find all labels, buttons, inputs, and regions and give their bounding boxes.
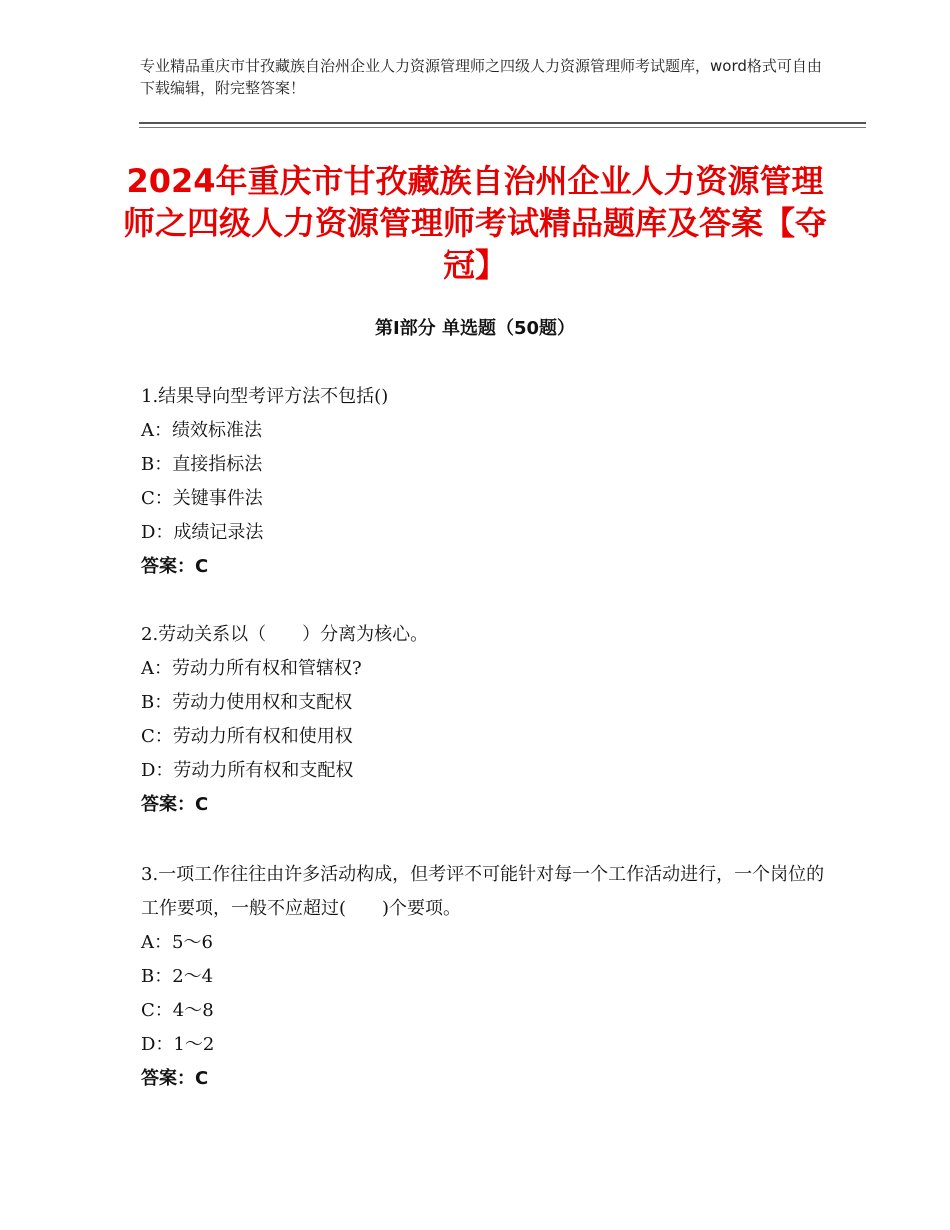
option-a: A：劳动力所有权和管辖权?: [141, 658, 362, 679]
option-b: B：直接指标法: [141, 454, 263, 475]
option-a: A：5～6: [141, 932, 213, 953]
section-heading: 第Ⅰ部分 单选题（50题）: [374, 318, 575, 339]
option-c: C：关键事件法: [141, 488, 263, 509]
option-d: D：1～2: [141, 1034, 215, 1055]
option-b: B：2～4: [141, 966, 214, 987]
question-stem: 3.一项工作往往由许多活动构成，但考评不可能针对每一个工作活动进行，一个岗位的工作要项，一般不应超过( )个要项。: [141, 864, 825, 919]
option-a: A：绩效标准法: [141, 420, 262, 441]
question-block: [141, 618, 831, 822]
question-stem: 1.结果导向型考评方法不包括(): [141, 386, 389, 407]
option-d: D：劳动力所有权和支配权: [141, 760, 354, 781]
question-stem: 2.劳动关系以（ ）分离为核心。: [141, 624, 429, 645]
header-note: 专业精品重庆市甘孜藏族自治州企业人力资源管理师之四级人力资源管理师考试题库，word格式可自由下载编辑，附完整答案！: [140, 57, 822, 97]
question-block: [141, 858, 831, 1096]
answer-label: 答案：C: [141, 1068, 209, 1089]
answer-label: 答案：C: [141, 794, 209, 815]
document-title: 2024年重庆市甘孜藏族自治州企业人力资源管理师之四级人力资源管理师考试精品题库及答案【夺冠】: [122, 162, 827, 284]
header-rule-thin: [139, 127, 866, 128]
question-block: [141, 380, 831, 584]
option-b: B：劳动力使用权和支配权: [141, 692, 353, 713]
option-c: C：劳动力所有权和使用权: [141, 726, 353, 747]
header-rule-thick: [139, 122, 866, 124]
answer-label: 答案：C: [141, 556, 209, 577]
option-c: C：4～8: [141, 1000, 214, 1021]
option-d: D：成绩记录法: [141, 522, 264, 543]
